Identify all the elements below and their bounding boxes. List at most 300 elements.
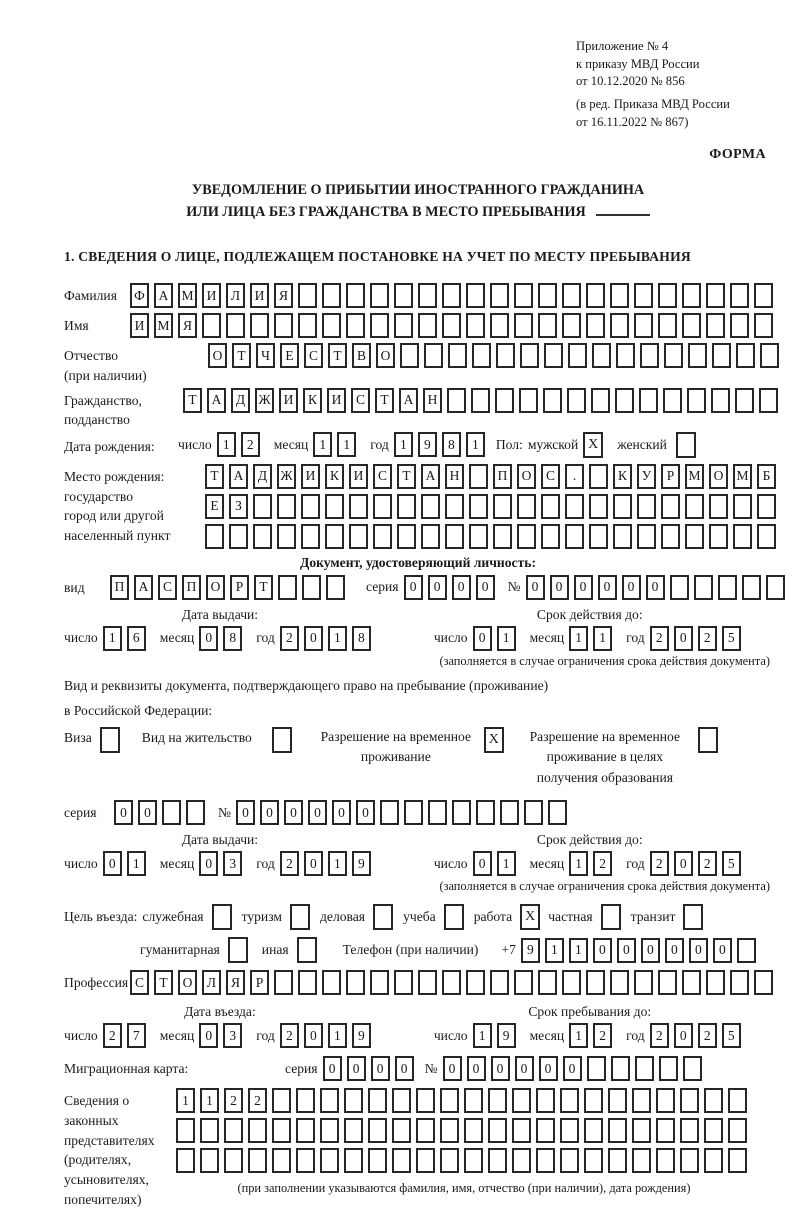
char-box[interactable]	[445, 494, 464, 519]
char-box[interactable]: И	[301, 464, 320, 489]
residence-permit-checkbox[interactable]	[272, 727, 292, 753]
entry-year[interactable]	[280, 1023, 376, 1048]
char-box[interactable]	[589, 464, 608, 489]
char-box[interactable]	[325, 494, 344, 519]
permit-series-input[interactable]	[114, 800, 210, 825]
char-box[interactable]: 0	[260, 800, 279, 825]
char-box[interactable]	[634, 313, 653, 338]
char-box[interactable]	[298, 313, 317, 338]
char-box[interactable]	[322, 313, 341, 338]
char-box[interactable]	[613, 524, 632, 549]
char-box[interactable]	[742, 575, 761, 600]
char-box[interactable]	[272, 1118, 291, 1143]
char-box[interactable]: С	[158, 575, 177, 600]
char-box[interactable]	[565, 494, 584, 519]
char-box[interactable]: З	[229, 494, 248, 519]
doc-issue-year[interactable]	[280, 626, 376, 651]
char-box[interactable]: Ж	[277, 464, 296, 489]
char-box[interactable]	[418, 283, 437, 308]
char-box[interactable]: М	[733, 464, 752, 489]
char-box[interactable]	[322, 283, 341, 308]
char-box[interactable]: О	[206, 575, 225, 600]
char-box[interactable]	[658, 970, 677, 995]
char-box[interactable]	[514, 970, 533, 995]
char-box[interactable]: 2	[593, 1023, 612, 1048]
profession-input[interactable]	[130, 970, 778, 995]
char-box[interactable]: 9	[497, 1023, 516, 1048]
char-box[interactable]: М	[154, 313, 173, 338]
char-box[interactable]: 1	[497, 626, 516, 651]
char-box[interactable]: 1	[103, 626, 122, 651]
char-box[interactable]: Н	[423, 388, 442, 413]
char-box[interactable]	[469, 494, 488, 519]
char-box[interactable]: 0	[515, 1056, 534, 1081]
char-box[interactable]	[517, 524, 536, 549]
char-box[interactable]	[560, 1088, 579, 1113]
char-box[interactable]	[176, 1118, 195, 1143]
char-box[interactable]	[296, 1118, 315, 1143]
char-box[interactable]: 3	[223, 851, 242, 876]
char-box[interactable]	[730, 970, 749, 995]
char-box[interactable]: 6	[127, 626, 146, 651]
char-box[interactable]	[272, 1148, 291, 1173]
char-box[interactable]	[400, 343, 419, 368]
char-box[interactable]: 1	[217, 432, 236, 457]
char-box[interactable]: 0	[574, 575, 593, 600]
char-box[interactable]	[466, 283, 485, 308]
char-box[interactable]: Е	[205, 494, 224, 519]
char-box[interactable]	[610, 313, 629, 338]
char-box[interactable]: 9	[352, 851, 371, 876]
char-box[interactable]: 2	[280, 626, 299, 651]
char-box[interactable]	[663, 388, 682, 413]
char-box[interactable]	[186, 800, 205, 825]
char-box[interactable]	[754, 313, 773, 338]
char-box[interactable]	[476, 800, 495, 825]
char-box[interactable]	[394, 313, 413, 338]
char-box[interactable]	[586, 970, 605, 995]
surname-input[interactable]	[130, 283, 778, 308]
char-box[interactable]	[464, 1118, 483, 1143]
birth-month-input[interactable]	[313, 432, 361, 457]
char-box[interactable]	[512, 1118, 531, 1143]
char-box[interactable]: О	[208, 343, 227, 368]
char-box[interactable]: 1	[497, 851, 516, 876]
char-box[interactable]	[536, 1148, 555, 1173]
char-box[interactable]	[682, 313, 701, 338]
char-box[interactable]	[733, 494, 752, 519]
char-box[interactable]	[440, 1088, 459, 1113]
char-box[interactable]: Т	[328, 343, 347, 368]
char-box[interactable]: С	[130, 970, 149, 995]
char-box[interactable]	[736, 343, 755, 368]
char-box[interactable]	[520, 343, 539, 368]
char-box[interactable]: Д	[231, 388, 250, 413]
char-box[interactable]	[226, 313, 245, 338]
purpose-work-checkbox[interactable]: X	[520, 904, 540, 930]
char-box[interactable]: У	[637, 464, 656, 489]
char-box[interactable]: 1	[569, 851, 588, 876]
char-box[interactable]	[500, 800, 519, 825]
permit-valid-month[interactable]	[569, 851, 617, 876]
doc-valid-month[interactable]	[569, 626, 617, 651]
char-box[interactable]	[568, 343, 587, 368]
char-box[interactable]	[272, 1088, 291, 1113]
char-box[interactable]	[346, 283, 365, 308]
char-box[interactable]: А	[207, 388, 226, 413]
char-box[interactable]	[543, 388, 562, 413]
purpose-other-checkbox[interactable]	[297, 937, 317, 963]
char-box[interactable]	[562, 970, 581, 995]
purpose-transit-checkbox[interactable]	[683, 904, 703, 930]
char-box[interactable]	[687, 388, 706, 413]
char-box[interactable]	[538, 283, 557, 308]
char-box[interactable]	[368, 1088, 387, 1113]
char-box[interactable]	[514, 313, 533, 338]
char-box[interactable]	[278, 575, 297, 600]
char-box[interactable]: 1	[569, 1023, 588, 1048]
char-box[interactable]	[466, 970, 485, 995]
char-box[interactable]	[544, 343, 563, 368]
char-box[interactable]: 0	[713, 938, 732, 963]
char-box[interactable]: 1	[328, 626, 347, 651]
temp-residence-checkbox[interactable]: X	[484, 727, 504, 753]
char-box[interactable]: 0	[689, 938, 708, 963]
char-box[interactable]	[274, 313, 293, 338]
purpose-business-checkbox[interactable]	[373, 904, 393, 930]
char-box[interactable]	[632, 1088, 651, 1113]
char-box[interactable]: Ч	[256, 343, 275, 368]
purpose-official-checkbox[interactable]	[212, 904, 232, 930]
char-box[interactable]	[682, 970, 701, 995]
char-box[interactable]	[490, 970, 509, 995]
char-box[interactable]	[404, 800, 423, 825]
char-box[interactable]	[418, 313, 437, 338]
char-box[interactable]: П	[182, 575, 201, 600]
char-box[interactable]	[202, 313, 221, 338]
char-box[interactable]	[488, 1148, 507, 1173]
char-box[interactable]	[493, 524, 512, 549]
char-box[interactable]	[370, 313, 389, 338]
char-box[interactable]	[373, 494, 392, 519]
char-box[interactable]: 0	[103, 851, 122, 876]
char-box[interactable]: 0	[617, 938, 636, 963]
birth-year-input[interactable]	[394, 432, 490, 457]
char-box[interactable]	[205, 524, 224, 549]
char-box[interactable]	[495, 388, 514, 413]
char-box[interactable]	[464, 1088, 483, 1113]
char-box[interactable]	[562, 313, 581, 338]
char-box[interactable]	[394, 283, 413, 308]
char-box[interactable]: 0	[473, 851, 492, 876]
char-box[interactable]	[754, 970, 773, 995]
char-box[interactable]: 0	[138, 800, 157, 825]
char-box[interactable]	[490, 283, 509, 308]
char-box[interactable]: 0	[539, 1056, 558, 1081]
char-box[interactable]: 0	[526, 575, 545, 600]
char-box[interactable]	[302, 575, 321, 600]
char-box[interactable]: И	[327, 388, 346, 413]
char-box[interactable]	[274, 970, 293, 995]
char-box[interactable]: Т	[397, 464, 416, 489]
char-box[interactable]	[536, 1118, 555, 1143]
char-box[interactable]	[685, 524, 704, 549]
char-box[interactable]	[664, 343, 683, 368]
purpose-humanitarian-checkbox[interactable]	[228, 937, 248, 963]
char-box[interactable]	[694, 575, 713, 600]
char-box[interactable]: Я	[178, 313, 197, 338]
char-box[interactable]: 2	[698, 851, 717, 876]
char-box[interactable]: Я	[226, 970, 245, 995]
char-box[interactable]	[541, 524, 560, 549]
char-box[interactable]	[737, 938, 756, 963]
char-box[interactable]	[296, 1148, 315, 1173]
char-box[interactable]: 1	[200, 1088, 219, 1113]
doc-valid-day[interactable]	[473, 626, 521, 651]
char-box[interactable]	[589, 494, 608, 519]
char-box[interactable]	[325, 524, 344, 549]
char-box[interactable]	[591, 388, 610, 413]
char-box[interactable]	[440, 1118, 459, 1143]
char-box[interactable]	[466, 313, 485, 338]
permit-valid-day[interactable]	[473, 851, 521, 876]
char-box[interactable]	[586, 313, 605, 338]
char-box[interactable]	[517, 494, 536, 519]
char-box[interactable]: И	[349, 464, 368, 489]
char-box[interactable]	[397, 524, 416, 549]
char-box[interactable]	[488, 1118, 507, 1143]
name-input[interactable]	[130, 313, 778, 338]
char-box[interactable]: О	[517, 464, 536, 489]
char-box[interactable]: Р	[250, 970, 269, 995]
char-box[interactable]: С	[351, 388, 370, 413]
char-box[interactable]	[670, 575, 689, 600]
char-box[interactable]	[416, 1118, 435, 1143]
char-box[interactable]: Т	[205, 464, 224, 489]
char-box[interactable]	[421, 494, 440, 519]
char-box[interactable]: С	[304, 343, 323, 368]
char-box[interactable]	[592, 343, 611, 368]
char-box[interactable]: 2	[224, 1088, 243, 1113]
char-box[interactable]	[320, 1148, 339, 1173]
char-box[interactable]: 1	[313, 432, 332, 457]
char-box[interactable]	[448, 343, 467, 368]
char-box[interactable]: 0	[674, 626, 693, 651]
char-box[interactable]	[616, 343, 635, 368]
char-box[interactable]: 3	[223, 1023, 242, 1048]
char-box[interactable]: А	[154, 283, 173, 308]
char-box[interactable]: 7	[127, 1023, 146, 1048]
char-box[interactable]	[560, 1118, 579, 1143]
char-box[interactable]: Ж	[255, 388, 274, 413]
char-box[interactable]	[759, 388, 778, 413]
char-box[interactable]	[639, 388, 658, 413]
char-box[interactable]: 5	[722, 1023, 741, 1048]
purpose-private-checkbox[interactable]	[601, 904, 621, 930]
char-box[interactable]	[757, 524, 776, 549]
char-box[interactable]: Д	[253, 464, 272, 489]
char-box[interactable]: 0	[304, 626, 323, 651]
migration-series-input[interactable]	[323, 1056, 419, 1081]
char-box[interactable]: А	[399, 388, 418, 413]
char-box[interactable]: 0	[114, 800, 133, 825]
char-box[interactable]	[298, 970, 317, 995]
char-box[interactable]: 2	[241, 432, 260, 457]
char-box[interactable]	[637, 524, 656, 549]
char-box[interactable]	[735, 388, 754, 413]
char-box[interactable]	[567, 388, 586, 413]
stay-month[interactable]	[569, 1023, 617, 1048]
char-box[interactable]	[704, 1118, 723, 1143]
char-box[interactable]: 1	[569, 626, 588, 651]
char-box[interactable]	[610, 970, 629, 995]
char-box[interactable]	[683, 1056, 702, 1081]
char-box[interactable]: Я	[274, 283, 293, 308]
char-box[interactable]	[200, 1148, 219, 1173]
birth-place-row2[interactable]	[205, 494, 781, 519]
char-box[interactable]: Р	[661, 464, 680, 489]
doc-issue-day[interactable]	[103, 626, 151, 651]
char-box[interactable]	[452, 800, 471, 825]
char-box[interactable]	[224, 1118, 243, 1143]
temp-residence-education-checkbox[interactable]	[698, 727, 718, 753]
char-box[interactable]	[416, 1088, 435, 1113]
char-box[interactable]	[632, 1148, 651, 1173]
char-box[interactable]: Т	[254, 575, 273, 600]
sex-male-checkbox[interactable]: X	[583, 432, 603, 458]
char-box[interactable]: 2	[698, 1023, 717, 1048]
char-box[interactable]	[346, 970, 365, 995]
char-box[interactable]	[658, 313, 677, 338]
char-box[interactable]: 0	[308, 800, 327, 825]
char-box[interactable]	[519, 388, 538, 413]
char-box[interactable]	[538, 970, 557, 995]
char-box[interactable]	[370, 970, 389, 995]
char-box[interactable]	[392, 1118, 411, 1143]
char-box[interactable]: 0	[371, 1056, 390, 1081]
char-box[interactable]	[706, 970, 725, 995]
migration-number-input[interactable]	[443, 1056, 707, 1081]
char-box[interactable]	[757, 494, 776, 519]
char-box[interactable]: Л	[202, 970, 221, 995]
char-box[interactable]	[728, 1118, 747, 1143]
char-box[interactable]: 0	[674, 851, 693, 876]
char-box[interactable]: 2	[593, 851, 612, 876]
char-box[interactable]	[346, 313, 365, 338]
char-box[interactable]: 0	[347, 1056, 366, 1081]
char-box[interactable]	[610, 283, 629, 308]
char-box[interactable]	[512, 1088, 531, 1113]
char-box[interactable]	[584, 1088, 603, 1113]
char-box[interactable]	[730, 283, 749, 308]
char-box[interactable]	[709, 524, 728, 549]
char-box[interactable]: 5	[722, 851, 741, 876]
char-box[interactable]	[589, 524, 608, 549]
char-box[interactable]	[754, 283, 773, 308]
char-box[interactable]: Т	[154, 970, 173, 995]
char-box[interactable]	[368, 1118, 387, 1143]
char-box[interactable]	[584, 1148, 603, 1173]
char-box[interactable]: 9	[521, 938, 540, 963]
doc-number-input[interactable]	[526, 575, 790, 600]
char-box[interactable]: О	[178, 970, 197, 995]
char-box[interactable]	[397, 494, 416, 519]
char-box[interactable]	[320, 1088, 339, 1113]
char-box[interactable]	[298, 283, 317, 308]
char-box[interactable]	[615, 388, 634, 413]
char-box[interactable]: 0	[404, 575, 423, 600]
char-box[interactable]: 0	[473, 626, 492, 651]
char-box[interactable]	[488, 1088, 507, 1113]
char-box[interactable]: К	[325, 464, 344, 489]
char-box[interactable]	[380, 800, 399, 825]
char-box[interactable]	[370, 283, 389, 308]
char-box[interactable]	[301, 524, 320, 549]
char-box[interactable]	[709, 494, 728, 519]
char-box[interactable]	[611, 1056, 630, 1081]
char-box[interactable]: 8	[223, 626, 242, 651]
char-box[interactable]	[608, 1148, 627, 1173]
char-box[interactable]	[658, 283, 677, 308]
char-box[interactable]	[447, 388, 466, 413]
representatives-row2[interactable]	[176, 1118, 752, 1143]
char-box[interactable]	[706, 313, 725, 338]
char-box[interactable]	[373, 524, 392, 549]
representatives-row1[interactable]	[176, 1088, 752, 1113]
char-box[interactable]	[733, 524, 752, 549]
char-box[interactable]: В	[352, 343, 371, 368]
entry-day[interactable]	[103, 1023, 151, 1048]
char-box[interactable]: А	[421, 464, 440, 489]
doc-valid-year[interactable]	[650, 626, 746, 651]
phone-input[interactable]	[521, 938, 761, 963]
char-box[interactable]	[711, 388, 730, 413]
char-box[interactable]: 0	[674, 1023, 693, 1048]
char-box[interactable]: П	[493, 464, 512, 489]
char-box[interactable]	[608, 1088, 627, 1113]
char-box[interactable]: 0	[646, 575, 665, 600]
char-box[interactable]: А	[134, 575, 153, 600]
char-box[interactable]: Т	[183, 388, 202, 413]
char-box[interactable]: 0	[428, 575, 447, 600]
char-box[interactable]	[320, 1118, 339, 1143]
char-box[interactable]: И	[250, 283, 269, 308]
char-box[interactable]	[512, 1148, 531, 1173]
char-box[interactable]	[706, 283, 725, 308]
char-box[interactable]: М	[685, 464, 704, 489]
char-box[interactable]: 1	[593, 626, 612, 651]
char-box[interactable]: Б	[757, 464, 776, 489]
char-box[interactable]	[200, 1118, 219, 1143]
char-box[interactable]: 0	[491, 1056, 510, 1081]
char-box[interactable]: 0	[199, 1023, 218, 1048]
char-box[interactable]	[394, 970, 413, 995]
char-box[interactable]: Н	[445, 464, 464, 489]
char-box[interactable]	[688, 343, 707, 368]
char-box[interactable]	[229, 524, 248, 549]
char-box[interactable]: Л	[226, 283, 245, 308]
char-box[interactable]: И	[202, 283, 221, 308]
char-box[interactable]: 0	[622, 575, 641, 600]
char-box[interactable]	[418, 970, 437, 995]
char-box[interactable]	[613, 494, 632, 519]
doc-series-input[interactable]	[404, 575, 500, 600]
char-box[interactable]: 0	[593, 938, 612, 963]
char-box[interactable]: 1	[473, 1023, 492, 1048]
char-box[interactable]	[635, 1056, 654, 1081]
char-box[interactable]	[565, 524, 584, 549]
char-box[interactable]: О	[376, 343, 395, 368]
